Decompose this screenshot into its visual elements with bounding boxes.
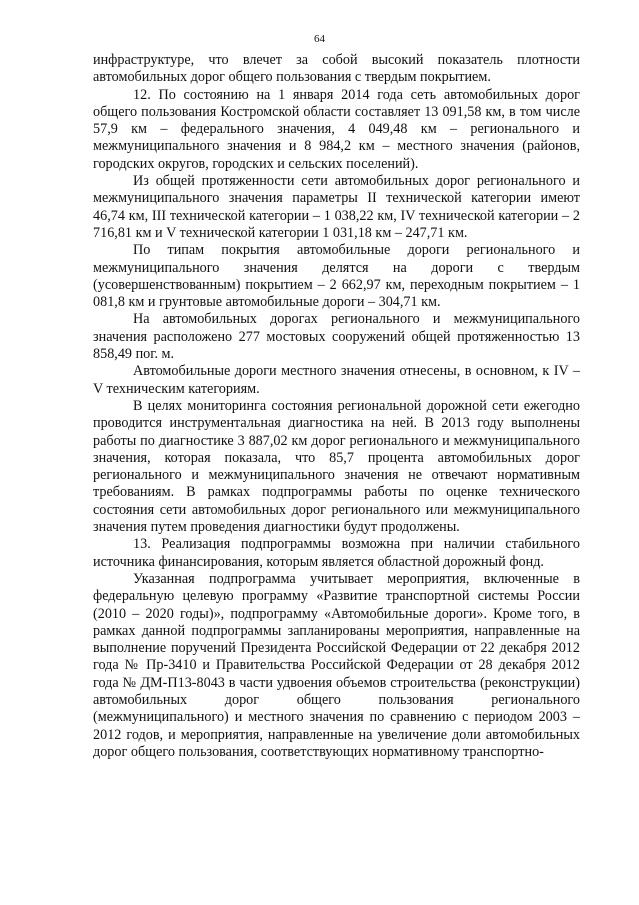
paragraph-federal-program: Указанная подпрограмма учитывает мероприятия, включенные в федеральную целевую программу «Развитие транспортной системы России (2010 – 2020 годы)», подпрограмму «Автомобильные дороги». Кроме того, в рамках данной подпрограммы запланированы мероприятия, направленные на выполнение поручений Президента Российской Федерации от 22 декабря 2012 года № Пр-3410 и Правительства Российской Федерации от 28 декабря 2012 года № ДМ-П13-8043 в части удвоения объемов строительства (реконструкции) автомобильных дорог общего пользования регионального (межмуниципального) и местного значения по сравнению с периодом 2003 – 2012 годов, и мероприятия, направленные на увеличение доли автомобильных дорог общего пользования, соответствующих нормативному транспортно-	[93, 570, 580, 760]
paragraph-road-network-length: 12. По состоянию на 1 января 2014 года сеть автомобильных дорог общего пользования Костромской области составляет 13 091,58 км, в том числе 57,9 км – федерального значения, 4 049,48 км – регионального и межмуниципального значения и 8 984,2 км – местного значения (районов, городских округов, городских и сельских поселений).	[93, 86, 580, 172]
page-number: 64	[314, 33, 325, 45]
paragraph-financing: 13. Реализация подпрограммы возможна при наличии стабильного источника финансирования, которым является областной дорожный фонд.	[93, 536, 580, 570]
paragraph-surface-types: По типам покрытия автомобильные дороги регионального и межмуниципального значения делятся на дороги с твердым (усовершенствованным) покрытием – 2 662,97 км, переходным покрытием – 1 081,8 км и грунтовые автомобильные дороги – 304,71 км.	[93, 242, 580, 311]
paragraph-continuation: инфраструктуре, что влечет за собой высокий показатель плотности автомобильных дорог общего пользования с твердым покрытием.	[93, 52, 580, 86]
paragraph-technical-categories: Из общей протяженности сети автомобильных дорог регионального и межмуниципального значения параметры II технической категории имеют 46,74 км, III технической категории – 1 038,22 км, IV технической категории – 2 716,81 км и V технической категории 1 031,18 км – 247,71 км.	[93, 173, 580, 241]
paragraph-diagnostics: В целях мониторинга состояния региональной дорожной сети ежегодно проводится инструментальная диагностика на ней. В 2013 году выполнены работы по диагностике 3 887,02 км дорог регионального и межмуниципального значения, которая показала, что 85,7 процента автомобильных дорог регионального и межмуниципального значения не отвечают нормативным требованиям. В рамках подпрограммы работы по оценке технического состояния сети автомобильных дорог регионального или межмуниципального значения путем проведения диагностики будут продолжены.	[93, 397, 580, 536]
paragraph-local-roads: Автомобильные дороги местного значения отнесены, в основном, к IV – V техническим категориям.	[93, 363, 580, 397]
body-text	[93, 52, 580, 761]
paragraph-bridges: На автомобильных дорогах регионального и межмуниципального значения расположено 277 мостовых сооружений общей протяженностью 13 858,49 пог. м.	[93, 311, 580, 363]
